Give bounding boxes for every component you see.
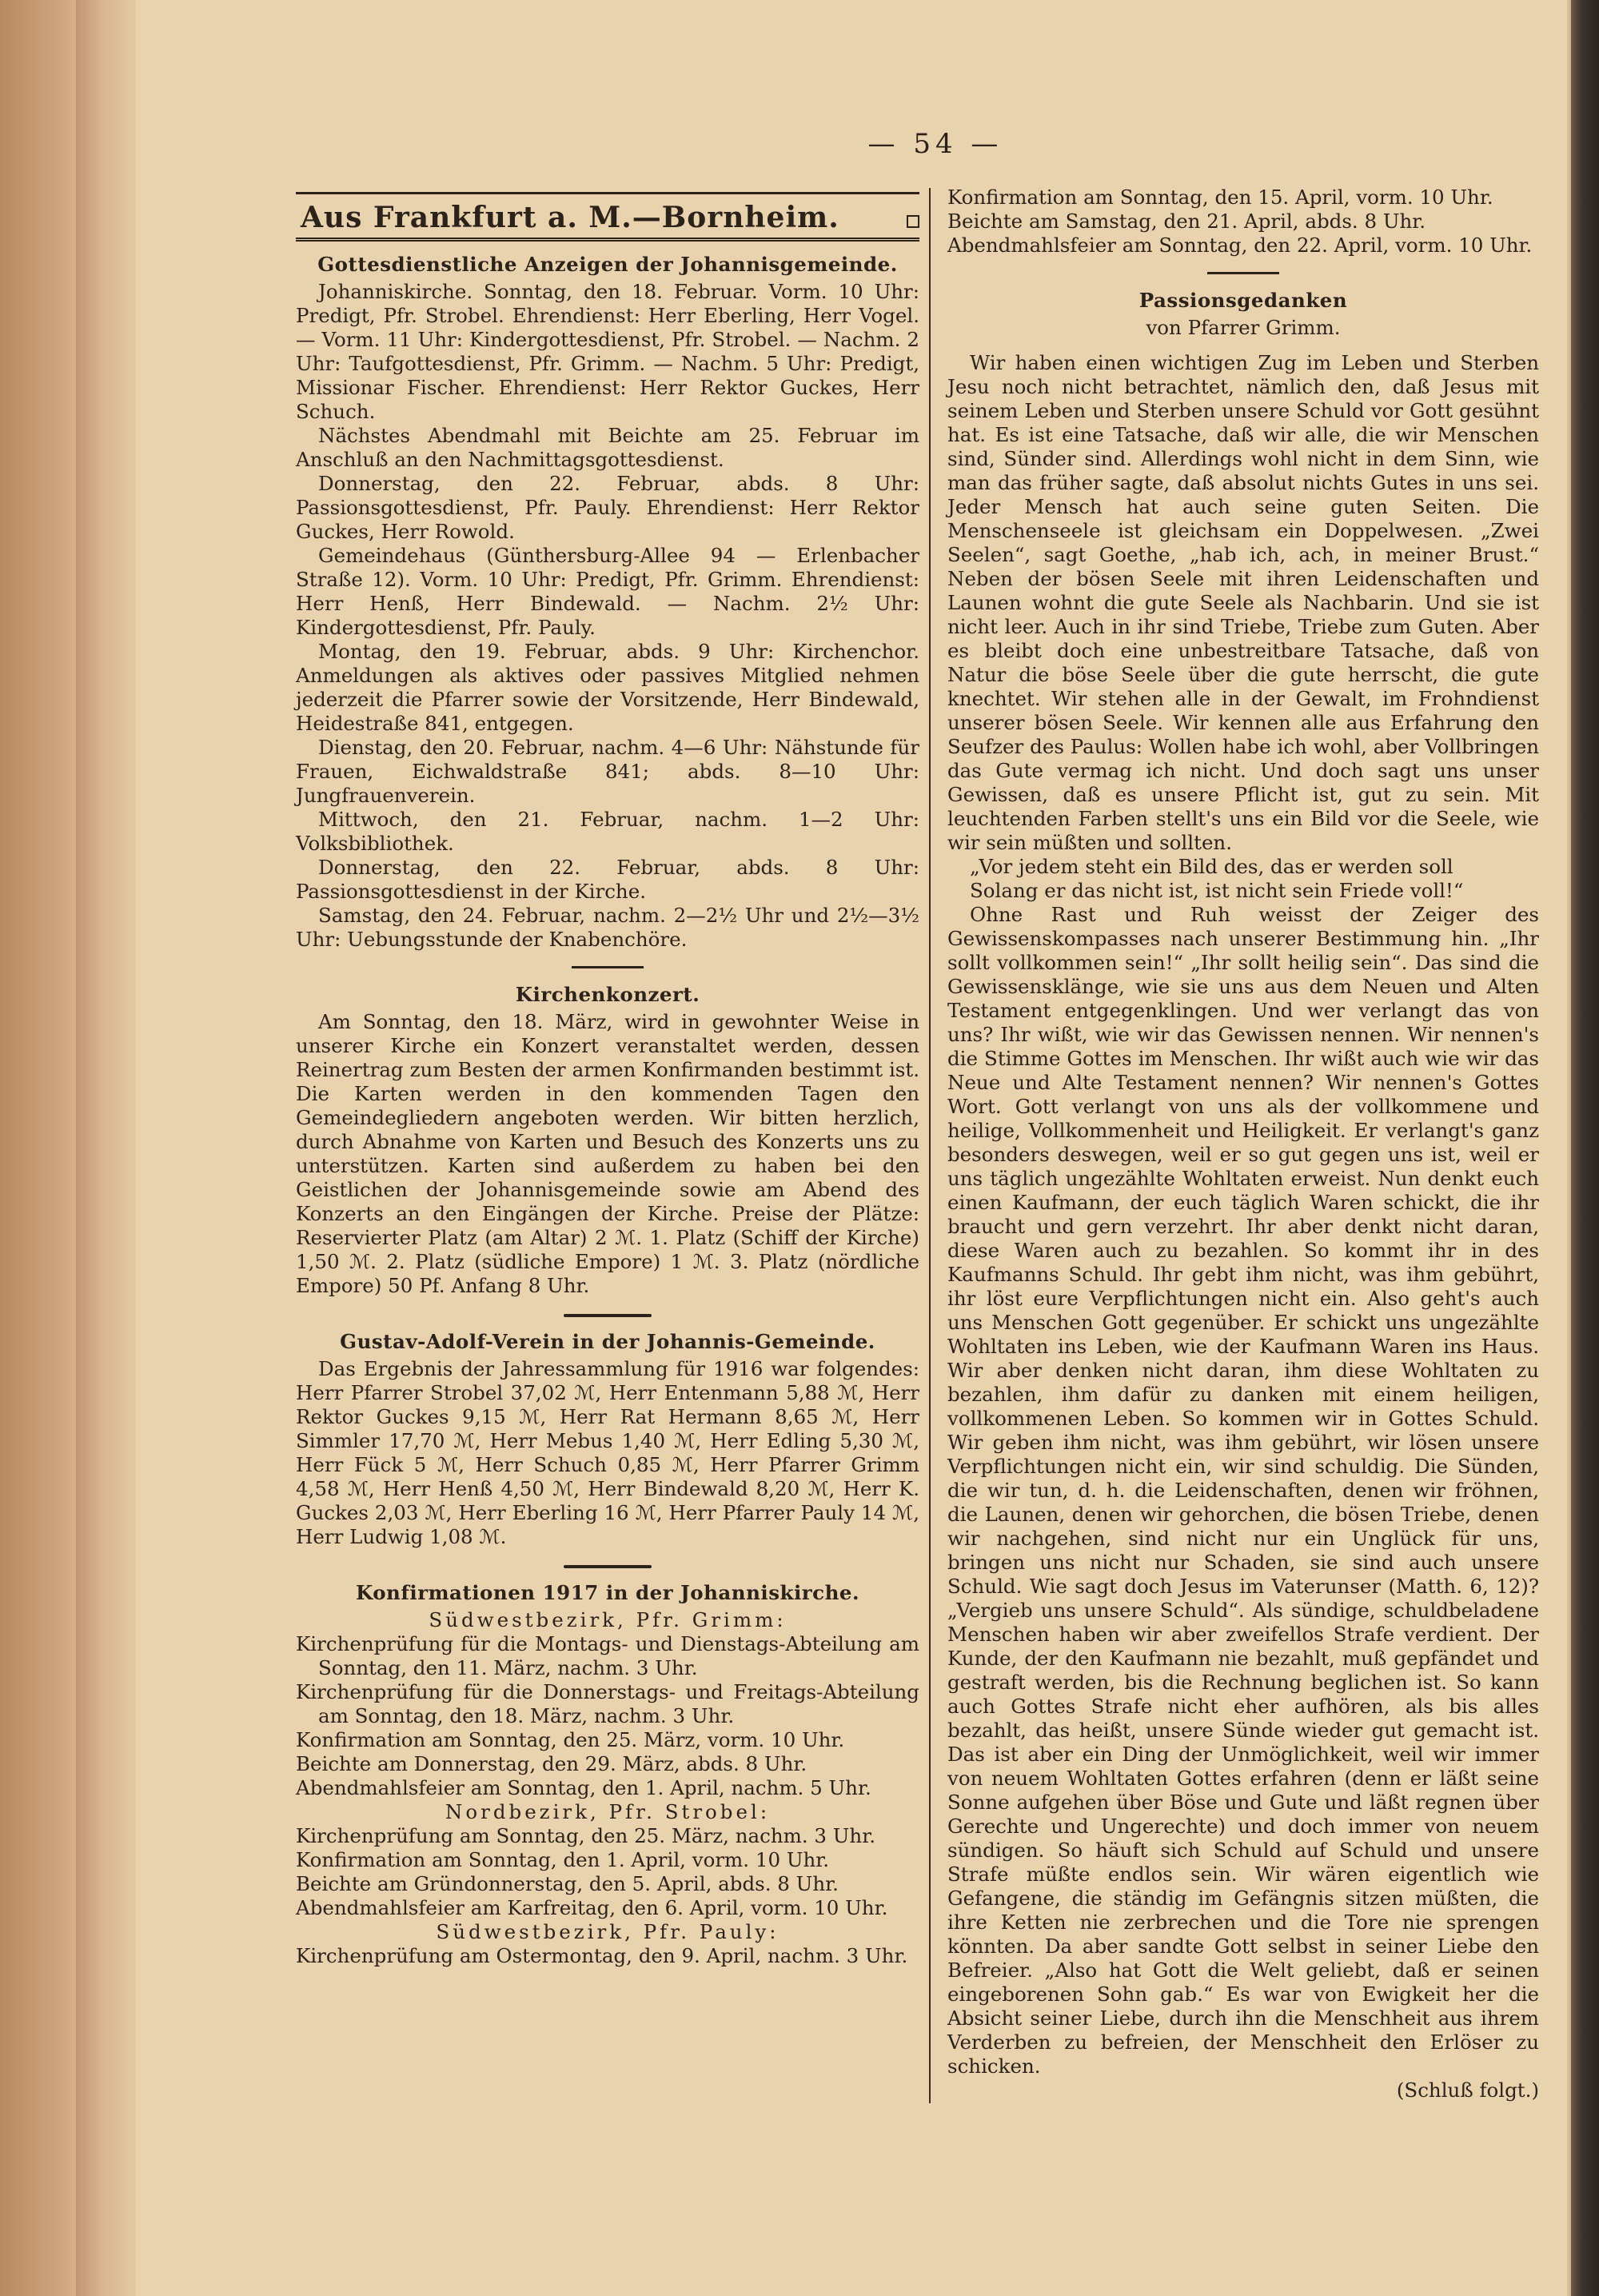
section-divider <box>1207 272 1279 274</box>
passion-byline: von Pfarrer Grimm. <box>1146 316 1341 339</box>
gottesdienst-paragraph: Donnerstag, den 22. Februar, abds. 8 Uhr: Passionsgottesdienst, Pfr. Pauly. Ehrendienst: Herr Rektor Guckes, Herr Rowold. <box>296 472 919 543</box>
gottesdienst-heading: Gottesdienstliche Anzeigen der Johannisgemeinde. <box>317 253 898 276</box>
passion-heading: Passionsgedanken <box>1138 289 1348 312</box>
section-divider <box>564 1565 652 1568</box>
passion-paragraph: Wir haben einen wichtigen Zug im Leben und Sterben Jesu noch nicht betrachtet, nämlich den, daß Jesus mit seinem Leben und Sterben unsere Schuld vor Gott gesühnt hat. Es ist eine Tatsache, daß wir alle, die wir Menschen sind, Sünder sind. Allerdings wohl nicht in dem Sinn, wie man das früher sagte, daß absolut nichts Gutes in uns sei. Jeder Mensch hat auch seine guten Seiten. Die Menschenseele ist gleichsam ein Doppelwesen. „Zwei Seelen“, sagt Goethe, „hab ich, ach, in meiner Brust.“ Neben der bösen Seele mit ihren Leidenschaften und Launen wohnt die gute Seele als Nachbarin. Und sie ist nicht leer. Auch in ihr sind Triebe, Triebe zum Guten. Aber es bleibt doch eine unbestreitbare Tatsache, daß von Natur die böse Seele über die gute herrscht, die gute knechtet. Wir stehen alle in der Gewalt, im Frohndienst unserer bösen Seele. Wir kennen alle aus Erfahrung den Seufzer des Paulus: Wollen habe ich wohl, aber Vollbringen das Gute vermag ich nicht. Und doch sagt uns unser Gewissen, daß es unsere Pflicht ist, gut zu sein. Mit leuchtenden Farben stellt's uns ein Bild vor die Seele, wie wir sein müßten und sollten. <box>947 351 1539 854</box>
gottesdienst-paragraph: Johanniskirche. Sonntag, den 18. Februar. Vorm. 10 Uhr: Predigt, Pfr. Strobel. Ehrendienst: Herr Eberling, Herr Vogel. — Vorm. 11 Uhr: Kindergottesdienst, Pfr. Strobel. — Nachm. 2 Uhr: Taufgottesdienst, Pfr. Grimm. — Nachm. 5 Uhr: Predigt, Missionar Fischer. Ehrendienst: Herr Rektor Guckes, Herr Schuch. <box>296 280 919 423</box>
district-title: Nordbezirk, Pfr. Strobel: <box>445 1800 771 1823</box>
square-ornament-icon <box>907 215 919 228</box>
passion-paragraph: Ohne Rast und Ruh weisst der Zeiger des Gewissenskompasses nach unserer Bestimmung hin. „Ihr sollt vollkommen sein!“ „Ihr sollt heilig sein“. Das sind die Gewissensklänge, wie sie uns aus dem Neuen und Alten Testament entgegenklingen. Und wer verlangt das von uns? Ihr wißt, wie wir das Gewissen nennen. Wir nennen's die Stimme Gottes im Menschen. Ihr wißt auch wie wir das Neue und Alte Testament nennen? Wir nennen's Gottes Wort. Gott verlangt von uns als der vollkommene und heilige, Vollkommenheit und Heiligkeit. Er verlangt's ganz besonders deswegen, weil er so gut gegen uns ist, weil er uns täglich ungezählte Wohltaten erweist. Nun denkt euch einen Kaufmann, der euch täglich Waren schickt, die ihr braucht und gern verzehrt. Ihr aber denkt nicht daran, diese Waren auch zu bezahlen. So kommt ihr in des Kaufmanns Schuld. Ihr gebt ihm nicht, was ihm gebührt, ihr löst eure Verpflichtungen nicht ein. Also geht's auch uns Menschen Gott gegenüber. Er schickt uns ungezählte Wohltaten ins Leben, wie der Kaufmann Waren ins Haus. Wir aber denken nicht daran, ihm diese Wohltaten zu bezahlen, ihm dafür zu danken mit einem heiligen, vollkommenen Leben. So kommen wir in Gottes Schuld. Wir geben ihm nicht, was ihm gebührt, wir lösen unsere Verpflichtungen nicht ein, wir sind schuldig. Die Sünden, die wir tun, d. h. die Leidenschaften, denen wir fröhnen, die Launen, denen wir gehorchen, die bösen Triebe, denen wir nachgehen, sind nicht nur ein Unglück für uns, bringen uns nicht nur Schaden, sie sind auch unsere Schuld. Wie sagt doch Jesus im Vaterunser (Matth. 6, 12)? „Vergieb uns unsere Schuld“. Als sündige, schuldbeladene Menschen haben wir aber zweifellos Strafe verdient. Der Kunde, der den Kaufmann nie bezahlt, muß gepfändet und gestraft werden, bis die Rechnung beglichen ist. So kann auch Gottes Strafe nicht eher aufhören, als bis alles bezahlt, das heißt, unsere Sünde wieder gut gemacht ist. Das ist aber ein Ding der Unmöglichkeit, weil wir immer von neuem Wohltaten Gottes erfahren (denn er läßt seine Sonne aufgehen über Böse und Gute und läßt regnen über Gerechte und Ungerechte) und doch immer von neuem sündigen. So häuft sich Schuld auf Schuld und unsere Strafe müßte endlos sein. Wir wären eigentlich wie Gefangene, die ständig im Gefängnis sitzen müßten, die ihre Ketten nie zerbrechen und die Tore nie sprengen könnten. Da aber sandte Gott selbst in seiner Liebe den Befreier. „Also hat Gott die Welt geliebt, daß er seinen eingeborenen Sohn gab.“ Es war von Ewigkeit her die Absicht seiner Liebe, durch ihn die Menschheit aus ihrem Verderben zu befreien, der Menschheit den Erlöser zu schicken. <box>947 903 1539 2078</box>
gottesdienst-paragraph: Montag, den 19. Februar, abds. 9 Uhr: Kirchenchor. Anmeldungen als aktives oder passives Mitglied nehmen jederzeit die Pfarrer sowie der Vorsitzende, Herr Bindewald, Heidestraße 841, entgegen. <box>296 640 919 735</box>
passion-signoff: (Schluß folgt.) <box>1396 2078 1539 2102</box>
verein-heading: Gustav-Adolf-Verein in der Johannis-Gemeinde. <box>340 1330 875 1353</box>
passion-quote: „Vor jedem steht ein Bild des, das er werden soll <box>970 855 1453 878</box>
page-number: — 54 — <box>867 128 1003 160</box>
masthead <box>296 192 919 242</box>
konfirmation-heading: Konfirmationen 1917 in der Johanniskirche. <box>355 1581 860 1604</box>
district-title: Südwestbezirk, Pfr. Pauly: <box>436 1920 780 1943</box>
schedule-line: Kirchenprüfung für die Montags- und Dienstags-Abteilung am Sonntag, den 11. März, nachm. 3 Uhr. <box>296 1632 919 1679</box>
schedule-line: Abendmahlsfeier am Sonntag, den 22. April, vorm. 10 Uhr. <box>947 234 1533 257</box>
schedule-line: Abendmahlsfeier am Karfreitag, den 6. April, vorm. 10 Uhr. <box>296 1896 888 1919</box>
schedule-line: Beichte am Donnerstag, den 29. März, abds. 8 Uhr. <box>296 1752 807 1775</box>
konzert-heading: Kirchenkonzert. <box>515 983 700 1006</box>
passion-quote: Solang er das nicht ist, ist nicht sein Friede voll!“ <box>970 879 1464 902</box>
gottesdienst-paragraph: Gemeindehaus (Günthersburg-Allee 94 — Erlenbacher Straße 12). Vorm. 10 Uhr: Predigt, Pfr. Grimm. Ehrendienst: Herr Henß, Herr Bindewald. — Nachm. 2½ Uhr: Kindergottesdienst, Pfr. Pauly. <box>296 544 919 639</box>
book-edge <box>1571 0 1599 2296</box>
section-divider <box>564 1314 652 1317</box>
schedule-line: Konfirmation am Sonntag, den 1. April, vorm. 10 Uhr. <box>296 1848 830 1871</box>
page-binding <box>76 0 132 2296</box>
column-divider <box>929 188 931 2103</box>
left-column <box>296 192 919 1968</box>
konzert-text: Am Sonntag, den 18. März, wird in gewohnter Weise in unserer Kirche ein Konzert veranstaltet werden, dessen Reinertrag zum Besten der armen Konfirmanden bestimmt ist. Die Karten werden in den kommenden Tagen den Gemeindegliedern angeboten werden. Wir bitten herzlich, durch Abnahme von Karten und Besuch des Konzerts uns zu unterstützen. Karten sind außerdem zu haben bei den Geistlichen der Johannisgemeinde sowie am Abend des Konzerts an den Eingängen der Kirche. Preise der Plätze: Reservierter Platz (am Altar) 2 ℳ. 1. Platz (Schiff der Kirche) 1,50 ℳ. 2. Platz (südliche Empore) 1 ℳ. 3. Platz (nördliche Empore) 50 Pf. Anfang 8 Uhr. <box>296 1010 919 1297</box>
section-divider <box>572 966 644 968</box>
gottesdienst-paragraph: Nächstes Abendmahl mit Beichte am 25. Februar im Anschluß an den Nachmittagsgottesdienst. <box>296 424 919 471</box>
gottesdienst-paragraph: Mittwoch, den 21. Februar, nachm. 1—2 Uhr: Volksbibliothek. <box>296 808 919 855</box>
schedule-line: Konfirmation am Sonntag, den 15. April, vorm. 10 Uhr. <box>947 186 1493 209</box>
schedule-line: Kirchenprüfung am Sonntag, den 25. März, nachm. 3 Uhr. <box>296 1824 876 1847</box>
verein-text: Das Ergebnis der Jahressammlung für 1916 war folgendes: Herr Pfarrer Strobel 37,02 ℳ, Herr Entenmann 5,88 ℳ, Herr Rektor Guckes 9,15 ℳ, Herr Rat Hermann 8,65 ℳ, Herr Simmler 17,70 ℳ, Herr Mebus 1,40 ℳ, Herr Edling 5,30 ℳ, Herr Fück 5 ℳ, Herr Schuch 0,85 ℳ, Herr Pfarrer Grimm 4,58 ℳ, Herr Henß 4,50 ℳ, Herr Bindewald 8,20 ℳ, Herr K. Guckes 2,03 ℳ, Herr Eberling 16 ℳ, Herr Pfarrer Pauly 14 ℳ, Herr Ludwig 1,08 ℳ. <box>296 1357 919 1548</box>
masthead-title: Aus Frankfurt a. M.—Bornheim. <box>301 201 839 234</box>
right-column <box>947 186 1539 2102</box>
schedule-line: Beichte am Samstag, den 21. April, abds. 8 Uhr. <box>947 210 1426 233</box>
district-title: Südwestbezirk, Pfr. Grimm: <box>429 1608 787 1631</box>
schedule-line: Abendmahlsfeier am Sonntag, den 1. April, nachm. 5 Uhr. <box>296 1776 871 1799</box>
schedule-line: Konfirmation am Sonntag, den 25. März, vorm. 10 Uhr. <box>296 1728 845 1751</box>
schedule-line: Beichte am Gründonnerstag, den 5. April, abds. 8 Uhr. <box>296 1872 839 1895</box>
schedule-line: Kirchenprüfung am Ostermontag, den 9. April, nachm. 3 Uhr. <box>296 1944 908 1967</box>
gottesdienst-paragraph: Samstag, den 24. Februar, nachm. 2—2½ Uhr und 2½—3½ Uhr: Uebungsstunde der Knabenchöre. <box>296 904 919 951</box>
schedule-line: Kirchenprüfung für die Donnerstags- und Freitags-Abteilung am Sonntag, den 18. März, nachm. 3 Uhr. <box>296 1680 919 1727</box>
gottesdienst-paragraph: Donnerstag, den 22. Februar, abds. 8 Uhr: Passionsgottesdienst in der Kirche. <box>296 856 919 903</box>
gottesdienst-paragraph: Dienstag, den 20. Februar, nachm. 4—6 Uhr: Nähstunde für Frauen, Eichwaldstraße 841; abds. 8—10 Uhr: Jungfrauenverein. <box>296 736 919 807</box>
